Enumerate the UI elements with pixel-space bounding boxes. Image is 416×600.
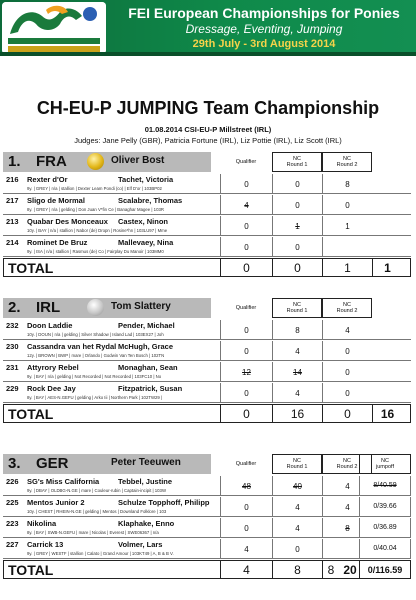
- team-total-row: [3, 404, 411, 423]
- qualifier-header: Qualifier: [235, 159, 257, 165]
- horse-details: 9y. | DBAY | OLDBG-N.GE | mare | Couleur-rubin | Captain-incipit | 103W: [27, 488, 166, 493]
- team-rank: 1.: [8, 153, 21, 170]
- qualifier-score: 0: [220, 341, 272, 361]
- banner-title: FEI European Championships for Ponies: [128, 5, 400, 21]
- team-captain: Oliver Bost: [111, 155, 165, 166]
- horse-details: 9y. | BAY | n/a | gelding | Not Recorded | Not Recorded | 103FC10 | No: [27, 374, 162, 379]
- team-header: [3, 298, 211, 318]
- silver-medal-icon: [87, 299, 104, 316]
- horse-name: SG's Miss California: [27, 477, 100, 486]
- round1-score: 40: [272, 476, 322, 496]
- horse-details: 10y. | BAY | n/a | stallion | Nabor (de) Dropn | Rosine*hn | 103LU97 | Mme: [27, 228, 168, 233]
- round1-score: 0: [272, 539, 322, 559]
- team-header: [3, 152, 211, 172]
- championship-logo: [2, 2, 106, 54]
- total-round1: 8: [272, 561, 322, 578]
- start-number: 229: [6, 384, 19, 393]
- qualifier-score: 0: [220, 518, 272, 538]
- horse-details: 9y. | ISA | n/a | stallion | Rasmus (de) Co | Fairplay Du Manoir | 103MM0: [27, 249, 164, 254]
- total-qualifier: 0: [220, 405, 272, 422]
- horse-details: 12y. | BROWN | BWP | mare | Orlando | Godwin Van Ten Bosch | 102TN: [27, 353, 165, 358]
- qualifier-score: 4: [220, 195, 272, 215]
- nc-round2-header: NC Round 2: [322, 298, 372, 318]
- rider-name: Mallevaey, Nina: [118, 238, 174, 247]
- total-qualifier: 4: [220, 561, 272, 578]
- page-title: CH-EU-P JUMPING Team Championship: [36, 98, 380, 118]
- horse-details: 8y. | BAY | SWB-N.GEFU | mare | Nicolas | Everest | SWE06367 | n/a: [27, 530, 159, 535]
- qualifier-score: 0: [220, 237, 272, 257]
- rider-name: Pender, Michael: [118, 321, 175, 330]
- jumpoff-score: 0/40.04: [359, 539, 411, 559]
- team-nation: IRL: [36, 299, 61, 316]
- round1-score: 4: [272, 518, 322, 538]
- rider-name: Monaghan, Sean: [118, 363, 178, 372]
- round2-score: 0: [322, 383, 372, 403]
- start-number: 232: [6, 321, 19, 330]
- horse-details: 9y. | GREY | WESTF | stallion | Calato | Grand Amour | 103KT49 | A, B & B V.: [27, 551, 174, 556]
- round2-score: 0: [322, 195, 372, 215]
- total-round1: 0: [272, 259, 322, 276]
- nc-jumpoff-header: NC jumpoff: [359, 454, 411, 474]
- event-line: 01.08.2014 CSI-EU-P Millstreet (IRL): [144, 125, 272, 134]
- team-captain: Peter Teeuwen: [111, 457, 181, 468]
- rider-name: Fitzpatrick, Susan: [118, 384, 183, 393]
- rider-row: [3, 476, 411, 496]
- rider-row: [3, 341, 411, 361]
- rider-name: Tebbel, Justine: [118, 477, 173, 486]
- team-captain: Tom Slattery: [111, 301, 171, 312]
- qualifier-score: 0: [220, 174, 272, 194]
- rider-row: [3, 195, 411, 215]
- jumpoff-score: 0/39.66: [359, 497, 411, 517]
- team-rank: 2.: [8, 299, 21, 316]
- total-jumpoff: 0/116.59: [359, 561, 410, 578]
- round1-score: 4: [272, 383, 322, 403]
- total-round2: 8: [322, 561, 339, 578]
- nc-round1-header: NC Round 1: [272, 152, 322, 172]
- round2-score: [322, 237, 372, 257]
- jumpoff-score: 8/40.59: [359, 476, 411, 496]
- horse-name: Sligo de Mormal: [27, 196, 85, 205]
- start-number: 217: [6, 196, 19, 205]
- team-nation: GER: [36, 455, 69, 472]
- round1-score: 0: [272, 174, 322, 194]
- team-total-row: [3, 560, 411, 579]
- total-round2: 0: [322, 405, 372, 422]
- rider-row: [3, 216, 411, 236]
- qualifier-header: Qualifier: [235, 461, 257, 467]
- banner-dates: 29th July - 3rd August 2014: [192, 38, 336, 50]
- rider-name: McHugh, Grace: [118, 342, 174, 351]
- qualifier-score: 0: [220, 320, 272, 340]
- total-label: TOTAL: [8, 562, 54, 578]
- horse-details: 10y. | CHEST | RHEIN-N.GE | gelding | Mentos | Downland Folklore | 103: [27, 509, 167, 514]
- total-final: 1: [372, 259, 402, 276]
- horse-details: 10y. | DOUN | n/a | gelding | Silver Shadow | Island Lad | 103EX27 | Joh: [27, 332, 164, 337]
- nc-round2-header: NC Round 2: [322, 454, 372, 474]
- horse-name: Rexter d'Or: [27, 175, 68, 184]
- team-block: [3, 454, 411, 578]
- nc-round1-header: NC Round 1: [272, 298, 322, 318]
- jumpoff-score: 0/36.89: [359, 518, 411, 538]
- round2-score: 1: [322, 216, 372, 236]
- round1-score: 4: [272, 341, 322, 361]
- round1-score: 14: [272, 362, 322, 382]
- total-final: 20: [343, 562, 357, 577]
- team-rank: 3.: [8, 455, 21, 472]
- round2-score: 0: [322, 362, 372, 382]
- round1-score: 1: [272, 216, 322, 236]
- rider-row: [3, 497, 411, 517]
- round2-score: 4: [322, 476, 372, 496]
- team-block: [3, 152, 411, 276]
- start-number: 230: [6, 342, 19, 351]
- team-header: [3, 454, 211, 474]
- round2-score: 8: [322, 174, 372, 194]
- qualifier-score: 0: [220, 383, 272, 403]
- rider-row: [3, 383, 411, 403]
- start-number: 225: [6, 498, 19, 507]
- qualifier-score: 0: [220, 497, 272, 517]
- team-nation: FRA: [36, 153, 67, 170]
- start-number: 216: [6, 175, 19, 184]
- rider-row: [3, 320, 411, 340]
- horse-name: Attyrory Rebel: [27, 363, 79, 372]
- total-round2: 1: [322, 259, 372, 276]
- gold-medal-icon: [87, 153, 104, 170]
- horse-name: Rominet De Bruz: [27, 238, 88, 247]
- horse-details: 8y. | GREY | n/a | gelding | Don Juan V*fin Ce | Banaghar Magee | 103R: [27, 207, 164, 212]
- round1-score: 0: [272, 195, 322, 215]
- rider-row: [3, 518, 411, 538]
- qualifier-score: 48: [220, 476, 272, 496]
- start-number: 231: [6, 363, 19, 372]
- total-label: TOTAL: [8, 406, 54, 422]
- start-number: 226: [6, 477, 19, 486]
- horse-name: Carrick 13: [27, 540, 64, 549]
- horse-name: Nikolina: [27, 519, 57, 528]
- qualifier-score: 0: [220, 216, 272, 236]
- horse-name: Quabar Des Monceaux: [27, 217, 108, 226]
- round1-score: 8: [272, 320, 322, 340]
- total-final: 16: [372, 405, 402, 422]
- qualifier-score: 12: [220, 362, 272, 382]
- rider-name: Tachet, Victoria: [118, 175, 174, 184]
- nc-round1-header: NC Round 1: [272, 454, 322, 474]
- rider-name: Castex, Ninon: [118, 217, 169, 226]
- round2-score: 4: [322, 320, 372, 340]
- horse-details: 9y. | GREY | n/a | stallion | Dexter Leam Pondi (co) | Elf D'or | 103BP02: [27, 186, 162, 191]
- total-label: TOTAL: [8, 260, 54, 276]
- team-block: [3, 298, 411, 422]
- rider-name: Klaphake, Enno: [118, 519, 175, 528]
- banner-stripe: [0, 52, 416, 56]
- round2-score: 0: [322, 341, 372, 361]
- rider-name: Volmer, Lars: [118, 540, 163, 549]
- qualifier-score: 4: [220, 539, 272, 559]
- team-total-row: [3, 258, 411, 277]
- rider-name: Scalabre, Thomas: [118, 196, 183, 205]
- start-number: 214: [6, 238, 19, 247]
- round2-score: 4: [322, 497, 372, 517]
- start-number: 213: [6, 217, 19, 226]
- horse-name: Doon Laddie: [27, 321, 73, 330]
- round2-score: 8: [322, 518, 372, 538]
- horse-name: Rock Dee Jay: [27, 384, 76, 393]
- rider-row: [3, 174, 411, 194]
- banner-subtitle: Dressage, Eventing, Jumping: [185, 22, 343, 36]
- horse-name: Mentos Junior 2: [27, 498, 85, 507]
- header-banner: [0, 0, 416, 56]
- horse-name: Cassandra van het Rydal: [27, 342, 117, 351]
- start-number: 223: [6, 519, 19, 528]
- total-round1: 16: [272, 405, 322, 422]
- horse-details: 8y. | BAY | AES-N.GEFU | gelding | Arko Iii | Northern Park | 102TW29 |: [27, 395, 163, 400]
- round1-score: 4: [272, 497, 322, 517]
- judges-line: Judges: Jane Pelly (GBR), Patricia Fortune (IRL), Liz Pottie (IRL), Liz Scott (IRL): [74, 136, 342, 145]
- round1-score: 0: [272, 237, 322, 257]
- qualifier-header: Qualifier: [235, 305, 257, 311]
- start-number: 227: [6, 540, 19, 549]
- total-qualifier: 0: [220, 259, 272, 276]
- rider-row: [3, 237, 411, 257]
- rider-row: [3, 539, 411, 559]
- nc-round2-header: NC Round 2: [322, 152, 372, 172]
- rider-row: [3, 362, 411, 382]
- rider-name: Schulze Topphoff, Philipp: [118, 498, 210, 507]
- banner-text: [118, 5, 410, 52]
